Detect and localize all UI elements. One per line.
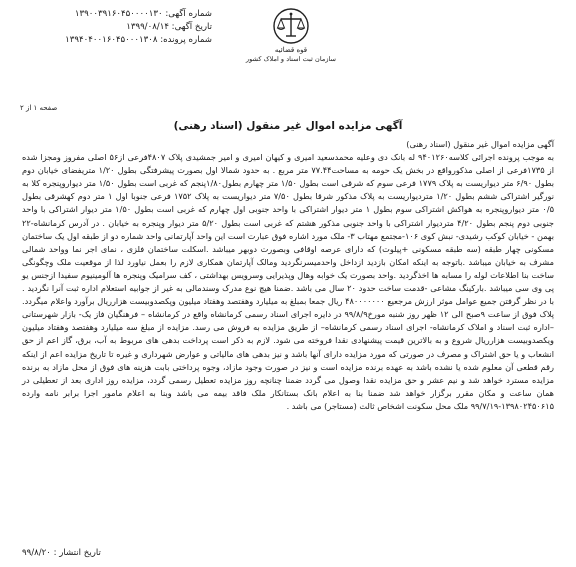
ad-number: شماره آگهی: ۱۳۹۰۰۳۹۱۶۰۴۵۰۰۰۰۱۳۰: [74, 9, 212, 19]
judiciary-label: قوه قضائیه: [274, 46, 308, 54]
file-number: شماره پرونده: ۱۳۹۴۰۴۰۰۱۶۰۴۵۰۰۰۱۳۰۸: [65, 35, 212, 45]
document-meta: [22, 8, 212, 47]
organization-name: سازمان ثبت اسناد و املاک کشور: [245, 55, 337, 63]
justice-scales-icon: [271, 6, 311, 46]
publication-date: تاریخ انتشار : ۹۹/۸/۲۰: [22, 548, 101, 558]
page-number: صفحه ۱ از ۲: [20, 104, 58, 112]
ad-date: تاریخ آگهی: ۱۳۹۹/۰۸/۱۴: [126, 22, 212, 32]
body-paragraph: به موجب پرونده اجرائی کلاسه۹۴۰۱۲۶۰ له بانک دی وعلیه محمدسعید امیری و کیهان امیری و امیر جمشیدی پلاک ۴۸۰۷فرعی از۵۶ اصلی مفروز ومجزا شده از ۱۷۳۵فرعی از اصلی مذکورواقع در بخش یک حومه به مساحت۷۷.۴۴ متر مربع . به حدود شمالا اول بصورت پیشرفتگی بطول ۱/۲۰ متریفضای خیابان دوم بطول ۶/۹۰ متر دیواریست به پلاک ۱۷۷۹ فرعی سوم که شرقی است بطول ۱/۵۰ متر چهارم بطول۱/۸۰پنجم که غربی است بطول ۱/۵۰ متر دیواروپنجره کلا به نورگیر اشتراکی ششم بطول ۱/۲۰ متردیواریست به پلاک مذکور شرقا بطول ۷/۵۰ متر دیواریست به پلاک ۱۷۵۲ فرعی جنوبا اول ۱ متر دوم کهشرقی بطول ۰/۵ متر دیواروپنجره به هواکش اشتراکی سوم بطول ۱ متر دیوار اشتراکی با واحد جنوبی اول چهارم که غربی است بطول ۱/۵۰ متر دیوار اشتراکی با واحد جنوبی دوم پنجم بطول ۴/۲۰ متردیوار اشتراکی با واحد جنوبی مذکور هشتم که غربی است بطول ۵/۲۰ متر دیوار وپنجره به خیابان . در آدرس کرمانشاه-۲۲ بهمن - خیابان کوکب رشیدی- نبش کوی ۱۰۶-مجتمع مهتاب ۳- ملک مورد اشاره فوق عبارت است این واحد آپارتمانی واحد شماره دو از طبقه اول یک ساختمان مسکونی چهار طبقه (سه طبقه مسکونی +پیلوت) که دارای عرصه اوقافی وبصورت دوبهر میباشد .اسکلت ساختمان فلزی ، نمای اجر نما وواحد شمالی مشرف به خیابان میباشد .باتوجه به اینکه امکان بازدید ازداخل واحدمیسرنگردید ومالک آپارتمان همکاری لازم را بعمل نیاورد لذا از موقعیت ملک وچگونگی ساخت بنا اطلاعات لوله را مسابه ها اخذگردید .واحد بصورت یک خوابه وهال وپذیرایی وسرویس بهداشتی ، کف سرامیک وپنجره ها آلومینیوم سفیدا ازجنس یو پی وی سی میباشد .بارکینگ مشاعی -قدمت ساخت حدود ۲۰ سال می باشد .ضمنا هیچ نوع مدرک وسندمالی به غیر از جوابیه استعلام اداره ثبت آنرا نگردید . با در نظر گرفتن جمیع عوامل موثر ارزش مرجعیع ۴۸۰۰۰۰۰۰۰ ریال جمعا بمبلغ به میلیارد وهفتصد وهفتاد میلیون وپکصدوبیست هزارریال برآورد واعلام میگردد. پلاک فوق از ساعت ۹صبح الی ۱۲ ظهر روز شنبه مورخ۹۹/۸/۹ در دایره اجرای اسناد رسمی کرمانشاه واقع در کرمانشاه – فرهنگیان فاز یک- بازار شهرستانی –اداره ثبت اسناد و املاک کرمانشاه- اجرای اسناد رسمی کرمانشاه– از طریق مزایده به فروش می رسد. مزایده از مبلغ سه میلیارد وهفتصد وهفتاد میلیون ویکصدوبیست هزارریال شروع و به بالاترین قیمت پیشنهادی نقدا فروخته می شود. لازم به ذکر است پرداخت بدهی های مربوط به آب، برق، گاز اعم از حق انشعاب و یا حق اشتراک و مصرف در صورتی که مورد مزایده دارای آنها باشد و نیز بدهی های مالیاتی و عوارض شهرداری و غیره تا تاریخ مزایده اعم از اینکه رقم قطعی آن معلوم شده یا نشده باشد به عهده برنده مزایده است و نیز در صورت وجود مازاد، وجوه پرداختی بابت هزینه های فوق از محل مازاد به برنده مزایده مسترد خواهد شد و نیم عشر و حق مزایده نقدا وصول می گردد ضمنا چنانچه روز مزایده تعطیل رسمی گردد، مزایده روز اداری بعد از تعطیلی در همان ساعت و مکان مقرر برگزار خواهد شد ضمنا بنا به اعلام بانک بستانکار ملک فاقد بیمه می باشد وبنا به اعلام مامور اجرا برابر نامه وارده ۱۳۹۸۰۲۴۵۰۶۱۵-۹۹/۷/۱۹ ملک محل سکونت اشخاص ثالث (مستاجر) می باشد .: [22, 152, 555, 411]
document-title: آگهی مزایده اموال غیر منقول (اسناد رهنی): [173, 120, 403, 132]
body-lead: آگهی مزایده اموال غیر منقول (اسناد رهنی): [406, 139, 554, 149]
document-body: [22, 138, 554, 413]
organization-emblem: [241, 6, 341, 63]
